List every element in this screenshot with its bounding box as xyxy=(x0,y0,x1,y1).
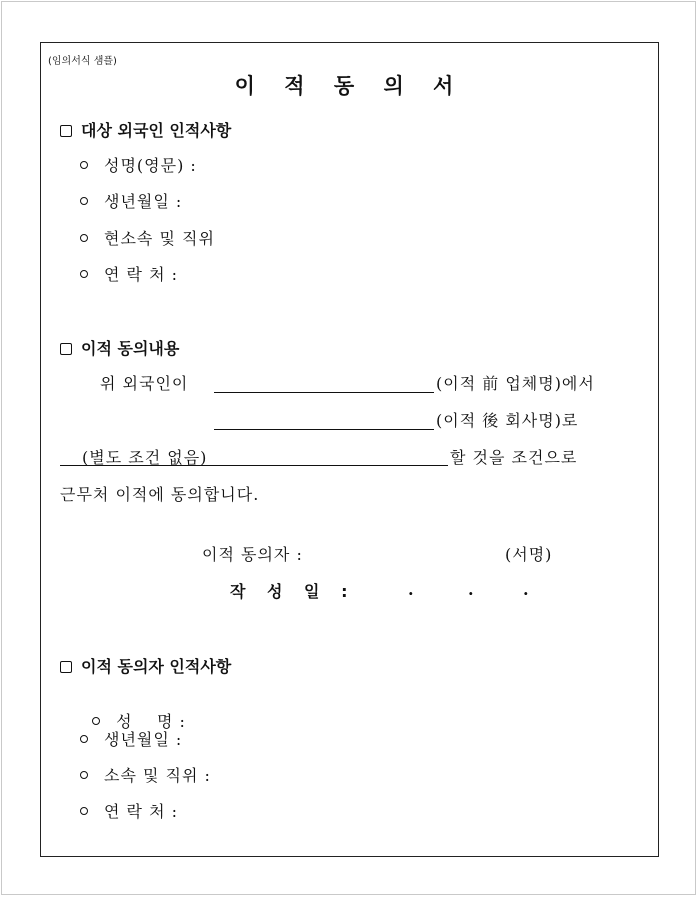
field-birthdate xyxy=(80,189,182,212)
field-consenter-affiliation xyxy=(80,763,211,786)
circle-bullet-icon xyxy=(80,771,88,779)
field-label: 연 락 처 : xyxy=(104,265,179,284)
field-consenter-birthdate xyxy=(80,727,182,750)
field-label: 연 락 처 : xyxy=(104,802,179,821)
document-title: 이 적 동 의 서 xyxy=(234,73,465,98)
square-bullet-icon xyxy=(60,661,72,673)
field-consenter-name xyxy=(80,690,186,732)
square-bullet-icon xyxy=(60,125,72,137)
square-bullet-icon xyxy=(60,343,72,355)
condition-blank xyxy=(60,465,448,466)
circle-bullet-icon xyxy=(80,234,88,242)
field-label: 현소속 및 직위 xyxy=(104,229,215,248)
circle-bullet-icon xyxy=(80,807,88,815)
circle-bullet-icon xyxy=(92,717,100,725)
field-label: 생년월일 : xyxy=(104,192,183,211)
consent-line1-lead: 위 외국인이 xyxy=(100,374,189,393)
section-heading-consent-content xyxy=(60,336,179,359)
section-heading-consenter-info xyxy=(60,654,231,677)
consent-line1-suffix: (이적 前 업체명)에서 xyxy=(436,374,595,393)
section-heading-target-foreigner xyxy=(60,118,231,141)
field-label: 성 명 : xyxy=(116,712,186,731)
section-heading-text: 이적 동의내용 xyxy=(81,339,180,358)
field-label: 생년월일 : xyxy=(104,730,183,749)
date-dot-day: . xyxy=(523,580,529,599)
circle-bullet-icon xyxy=(80,270,88,278)
consent-line2-suffix: (이적 後 회사명)로 xyxy=(436,411,579,430)
sample-tag: (임의서식 샘플) xyxy=(48,56,117,67)
circle-bullet-icon xyxy=(80,161,88,169)
date-label: 작 성 일 : xyxy=(230,582,356,601)
field-label: 소속 및 직위 : xyxy=(104,766,211,785)
field-contact xyxy=(80,262,178,285)
field-name-english xyxy=(80,153,197,176)
field-consenter-contact xyxy=(80,799,178,822)
previous-company-blank xyxy=(214,392,434,393)
circle-bullet-icon xyxy=(80,735,88,743)
section-heading-text: 이적 동의자 인적사항 xyxy=(81,657,232,676)
date-dot-year: . xyxy=(408,580,414,599)
consent-line4: 근무처 이적에 동의합니다. xyxy=(60,485,260,504)
consenter-label: 이적 동의자 : xyxy=(202,545,303,564)
date-dot-month: . xyxy=(468,580,474,599)
field-label: 성명(영문) : xyxy=(104,156,197,175)
field-current-affiliation xyxy=(80,226,215,249)
circle-bullet-icon xyxy=(80,197,88,205)
new-company-blank xyxy=(214,429,434,430)
consent-line3-suffix: 할 것을 조건으로 xyxy=(450,448,578,467)
section-heading-text: 대상 외국인 인적사항 xyxy=(81,121,232,140)
condition-prefill: (별도 조건 없음) xyxy=(82,448,208,467)
signature-label: (서명) xyxy=(505,545,553,564)
